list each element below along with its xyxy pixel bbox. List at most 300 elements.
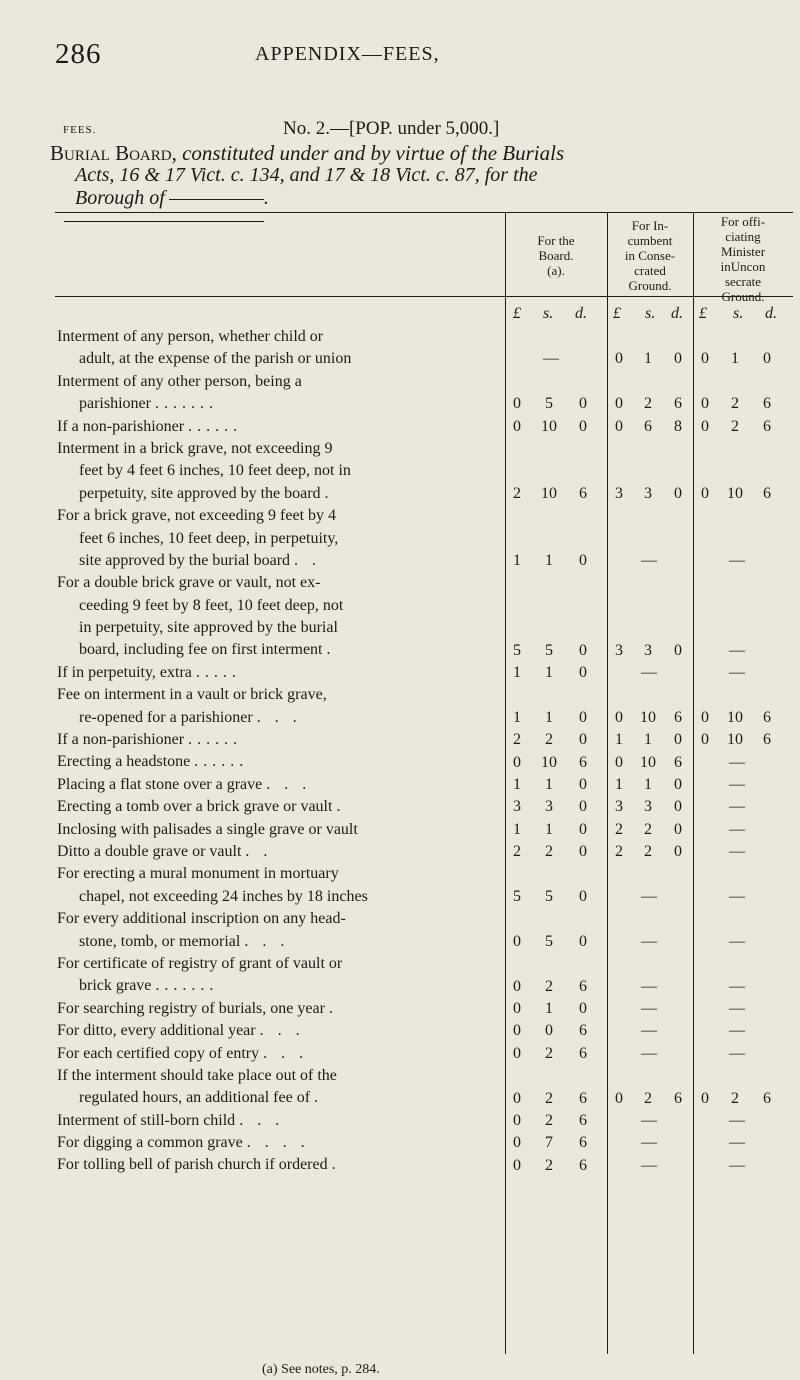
pounds-value: 0 [615, 708, 623, 726]
amount-board [509, 1021, 593, 1041]
amount-board [509, 708, 593, 728]
shillings-value: 2 [545, 843, 553, 861]
fee-row-description [57, 416, 502, 438]
column-header-line: crated [634, 263, 666, 278]
amount-incumbent [611, 641, 687, 661]
shillings-value: 1 [545, 708, 553, 726]
nil-dash: — [641, 552, 657, 569]
description-line: For certificate of registry of grant of vault or [57, 954, 343, 972]
pounds-value: 2 [615, 820, 623, 838]
amount-incumbent [611, 977, 687, 997]
pence-value: 6 [763, 731, 771, 749]
currency-unit-label: d. [575, 305, 587, 322]
burial-board-label: Burial Board, [50, 141, 177, 165]
pounds-value: 0 [615, 753, 623, 771]
amount-minister [697, 1044, 777, 1064]
pounds-value: 0 [513, 1134, 521, 1152]
pence-value: 0 [674, 641, 682, 659]
amount-minister [697, 842, 777, 862]
row-descriptions [57, 326, 502, 1177]
description-line: If a non-parishioner ...... [57, 731, 243, 749]
pounds-value: 3 [513, 798, 521, 816]
nil-dash: — [729, 932, 745, 950]
page-header [55, 38, 755, 78]
pence-value: 0 [579, 776, 587, 793]
pence-value: 6 [674, 395, 682, 413]
nil-dash: — [729, 1134, 745, 1152]
description-line: ceeding 9 feet by 8 feet, 10 feet deep, not [79, 596, 344, 614]
pounds-value: 0 [513, 395, 521, 413]
nil-dash: — [729, 1156, 745, 1174]
shillings-value: 2 [545, 977, 553, 995]
column-header-line: in Conse- [624, 248, 676, 263]
column-header-line: secrate [724, 274, 762, 289]
amount-incumbent [611, 1133, 687, 1153]
heading-line-1 [50, 141, 564, 166]
amount-minister [697, 753, 777, 773]
description-line: For erecting a mural monument in mortuary [57, 865, 339, 883]
amount-incumbent [611, 663, 687, 683]
amount-minister [697, 1133, 777, 1153]
pounds-value: 0 [615, 1089, 623, 1107]
amount-board [509, 887, 593, 907]
shillings-value: 2 [731, 395, 739, 413]
pence-value: 8 [674, 417, 682, 435]
fee-row-description [57, 774, 502, 796]
pence-value: 0 [579, 843, 587, 861]
description-line: Interment in a brick grave, not exceeding 9 [57, 439, 333, 457]
fee-row-description [57, 1043, 502, 1065]
page-number: 286 [55, 38, 102, 70]
pounds-value: 0 [513, 1000, 521, 1017]
pounds-value: 0 [701, 417, 709, 435]
fee-row-description [57, 841, 502, 863]
amount-incumbent [611, 349, 687, 369]
fee-row-description [57, 438, 502, 505]
margin-tag: FEES. [63, 124, 97, 136]
description-line: board, including fee on first interment . [79, 641, 331, 659]
amount-incumbent [611, 1021, 687, 1041]
shillings-value: 3 [644, 798, 652, 816]
amount-incumbent [611, 1089, 687, 1109]
amount-minister [697, 887, 777, 907]
description-line: Placing a flat stone over a grave . . . [57, 775, 312, 793]
shillings-value: 3 [545, 798, 553, 816]
amount-minister [697, 417, 777, 437]
amount-minister [697, 1111, 777, 1131]
shillings-value: 2 [644, 1089, 652, 1107]
pence-value: 6 [579, 484, 587, 502]
description-line: Erecting a headstone ...... [57, 753, 249, 771]
pence-value: 0 [674, 843, 682, 861]
column-header-minister [693, 214, 793, 304]
pounds-value: 0 [615, 350, 623, 368]
shillings-value: 2 [731, 1089, 739, 1107]
pounds-value: 0 [615, 395, 623, 413]
shillings-value: 3 [644, 484, 652, 502]
nil-dash: — [729, 1044, 745, 1062]
fee-row-description [57, 1132, 502, 1154]
nil-dash: — [729, 820, 745, 838]
pounds-value: 0 [701, 1089, 709, 1107]
form-title: No. 2.—[POP. under 5,000.] [283, 118, 500, 139]
nil-dash: — [729, 664, 745, 681]
pounds-value: 0 [513, 1112, 521, 1129]
description-line: site approved by the burial board . . [79, 551, 322, 569]
pence-value: 6 [579, 1156, 587, 1174]
pence-value: 0 [579, 641, 587, 659]
pounds-value: 0 [615, 417, 623, 435]
currency-unit-label: £ [513, 305, 521, 322]
pounds-value: 0 [701, 350, 709, 368]
fee-row-description [57, 998, 502, 1020]
nil-dash: — [641, 1022, 657, 1040]
shillings-value: 10 [727, 708, 743, 726]
pence-value: 0 [579, 552, 587, 569]
description-line: perpetuity, site approved by the board . [79, 484, 329, 502]
description-line: If in perpetuity, extra ..... [57, 663, 241, 681]
borough-label: Borough of [75, 187, 165, 209]
amount-board [509, 842, 593, 862]
shillings-value: 5 [545, 888, 553, 905]
amount-board [509, 641, 593, 661]
column-divider-2 [607, 212, 608, 1354]
nil-dash: — [729, 888, 745, 905]
shillings-value: 10 [541, 417, 557, 435]
pence-value: 6 [763, 395, 771, 413]
description-line: chapel, not exceeding 24 inches by 18 inches [79, 887, 368, 905]
amount-minister [697, 551, 777, 571]
pounds-value: 0 [513, 932, 521, 950]
description-line: For every additional inscription on any head- [57, 910, 346, 928]
shillings-value: 10 [541, 484, 557, 502]
amount-incumbent [611, 999, 687, 1019]
description-line: Interment of any other person, being a [57, 372, 302, 390]
shillings-value: 10 [727, 484, 743, 502]
description-line: regulated hours, an additional fee of . [79, 1089, 319, 1107]
amount-incumbent [611, 842, 687, 862]
description-line: re-opened for a parishioner . . . [79, 708, 302, 726]
nil-dash: — [729, 1112, 745, 1129]
footnote: (a) See notes, p. 284. [262, 1362, 380, 1377]
pence-value: 0 [674, 820, 682, 838]
description-line: brick grave ....... [79, 977, 219, 995]
nil-dash: — [729, 798, 745, 816]
description-line: Interment of any person, whether child or [57, 328, 324, 345]
pounds-value: 0 [701, 708, 709, 726]
pence-value: 0 [579, 798, 587, 816]
nil-dash: — [641, 664, 657, 681]
pence-value: 0 [579, 888, 587, 905]
pence-value: 0 [674, 798, 682, 816]
shillings-value: 3 [644, 641, 652, 659]
header-bottom-rule [55, 296, 793, 297]
amount-board [509, 1111, 593, 1131]
description-line: Erecting a tomb over a brick grave or vault . [57, 798, 341, 816]
pounds-value: 3 [615, 641, 623, 659]
shillings-value: 10 [541, 753, 557, 771]
amount-incumbent [611, 932, 687, 952]
amount-incumbent [611, 797, 687, 817]
description-line: For ditto, every additional year . . . [57, 1022, 305, 1040]
amount-board [509, 1044, 593, 1064]
pence-value: 6 [674, 708, 682, 726]
pence-value: 6 [579, 1089, 587, 1107]
pounds-value: 0 [513, 1022, 521, 1040]
column-header-incumbent [607, 218, 693, 293]
fee-row-description [57, 1065, 502, 1110]
shillings-value: 2 [644, 843, 652, 861]
description-line: in perpetuity, site approved by the burial [79, 619, 338, 637]
amount-incumbent [611, 1044, 687, 1064]
pence-value: 0 [674, 484, 682, 502]
pounds-value: 1 [615, 776, 623, 793]
amount-incumbent [611, 484, 687, 504]
column-header-line: cumbent [627, 233, 673, 248]
amount-minister [697, 820, 777, 840]
column-header-line: For In- [631, 218, 669, 233]
column-header-line: For the [537, 233, 575, 248]
description-line: Interment of still-born child . . . [57, 1111, 285, 1129]
nil-dash: — [729, 753, 745, 771]
pounds-value: 1 [513, 708, 521, 726]
shillings-value: 2 [731, 417, 739, 435]
stub-header-rule [64, 221, 264, 222]
amount-minister [697, 977, 777, 997]
shillings-value: 6 [644, 417, 652, 435]
shillings-value: 1 [545, 552, 553, 569]
description-line: parishioner ....... [79, 395, 218, 413]
amount-minister [697, 797, 777, 817]
running-head: APPENDIX—FEES, [255, 43, 440, 65]
pounds-value: 0 [513, 1156, 521, 1174]
amount-minister [697, 708, 777, 728]
amount-incumbent [611, 708, 687, 728]
fees-table [55, 212, 793, 1354]
shillings-value: 1 [731, 350, 739, 368]
fee-row-description [57, 729, 502, 751]
shillings-value: 2 [545, 1112, 553, 1129]
shillings-value: 1 [644, 776, 652, 793]
pence-value: 0 [579, 820, 587, 838]
pounds-value: 0 [513, 977, 521, 995]
pence-value: 0 [674, 350, 682, 368]
amount-minister [697, 663, 777, 683]
amount-board [509, 1089, 593, 1109]
pounds-value: 3 [615, 484, 623, 502]
amount-incumbent [611, 775, 687, 795]
pence-value: 6 [763, 708, 771, 726]
fee-row-description [57, 751, 502, 773]
nil-dash: — [641, 888, 657, 905]
blank-fill-line [169, 199, 264, 200]
description-line: For each certified copy of entry . . . [57, 1044, 309, 1062]
pounds-value: 0 [701, 484, 709, 502]
amount-board [509, 977, 593, 997]
amount-minister [697, 641, 777, 661]
pence-value: 0 [674, 776, 682, 793]
amount-minister [697, 730, 777, 750]
pounds-value: 1 [513, 820, 521, 838]
heading-line-2: Acts, 16 & 17 Vict. c. 134, and 17 & 18 Vict. c. 87, for the [75, 164, 538, 186]
amount-incumbent [611, 730, 687, 750]
description-line: Ditto a double grave or vault . . [57, 842, 273, 860]
description-line: If a non-parishioner ...... [57, 417, 243, 435]
pence-value: 0 [579, 664, 587, 681]
amount-board [509, 484, 593, 504]
description-line: adult, at the expense of the parish or union [79, 350, 352, 368]
amount-board [509, 775, 593, 795]
nil-dash: — [641, 932, 657, 950]
pounds-value: 2 [513, 484, 521, 502]
pence-value: 6 [579, 1022, 587, 1040]
fee-row-description [57, 505, 502, 572]
currency-unit-label: d. [671, 305, 683, 322]
pounds-value: 2 [513, 731, 521, 749]
amount-board [509, 820, 593, 840]
pence-value: 0 [579, 417, 587, 435]
description-line: For a double brick grave or vault, not ex- [57, 574, 321, 592]
shillings-value: 5 [545, 395, 553, 413]
currency-unit-label: s. [543, 305, 554, 322]
amount-minister [697, 484, 777, 504]
pence-value: 6 [763, 1089, 771, 1107]
description-line: For a brick grave, not exceeding 9 feet by 4 [57, 507, 337, 525]
pence-value: 6 [763, 484, 771, 502]
fee-row-description [57, 1110, 502, 1132]
description-line: Fee on interment in a vault or brick grave, [57, 686, 327, 704]
nil-dash: — [641, 1112, 657, 1129]
amount-board [509, 1156, 593, 1176]
pounds-value: 0 [701, 731, 709, 749]
amount-incumbent [611, 394, 687, 414]
shillings-value: 1 [545, 776, 553, 793]
amount-minister [697, 394, 777, 414]
currency-unit-label: s. [733, 305, 744, 322]
shillings-value: 2 [545, 1089, 553, 1107]
amount-minister [697, 1156, 777, 1176]
pence-value: 6 [674, 1089, 682, 1107]
nil-dash: — [543, 350, 559, 368]
pence-value: 6 [579, 1112, 587, 1129]
amount-incumbent [611, 753, 687, 773]
fee-row-description [57, 326, 502, 371]
pounds-value: 5 [513, 888, 521, 905]
fee-row-description [57, 684, 502, 729]
amount-board [509, 730, 593, 750]
column-header-line: Minister [720, 244, 766, 259]
pence-value: 0 [579, 708, 587, 726]
nil-dash: — [729, 977, 745, 995]
nil-dash: — [729, 552, 745, 569]
column-header-line: Ground. [721, 289, 765, 304]
pounds-value: 5 [513, 641, 521, 659]
pence-value: 0 [674, 731, 682, 749]
pence-value: 0 [579, 395, 587, 413]
fee-row-description [57, 1154, 502, 1176]
pounds-value: 1 [513, 664, 521, 681]
description-line: If the interment should take place out of the [57, 1066, 337, 1084]
nil-dash: — [641, 1156, 657, 1174]
pence-value: 6 [579, 1134, 587, 1152]
amount-incumbent [611, 1156, 687, 1176]
description-line: feet by 4 feet 6 inches, 10 feet deep, not in [79, 462, 351, 480]
pence-value: 6 [674, 753, 682, 771]
amount-minister [697, 349, 777, 369]
nil-dash: — [641, 1134, 657, 1152]
shillings-value: 10 [640, 708, 656, 726]
column-divider-3 [693, 212, 694, 1354]
nil-dash: — [729, 1000, 745, 1017]
shillings-value: 1 [644, 731, 652, 749]
shillings-value: 1 [545, 1000, 553, 1017]
fee-row-description [57, 908, 502, 953]
nil-dash: — [641, 977, 657, 995]
currency-unit-label: £ [699, 305, 707, 322]
amount-minister [697, 999, 777, 1019]
nil-dash: — [729, 641, 745, 659]
shillings-value: 1 [545, 664, 553, 681]
pence-value: 0 [579, 1000, 587, 1017]
fee-row-description [57, 572, 502, 662]
table-top-rule [55, 212, 793, 213]
pounds-value: 0 [701, 395, 709, 413]
nil-dash: — [729, 776, 745, 793]
description-line: feet 6 inches, 10 feet deep, in perpetuity, [79, 529, 339, 547]
heading-line-1-text: constituted under and by virtue of the Burials [182, 141, 565, 165]
shillings-value: 2 [644, 395, 652, 413]
shillings-value: 2 [545, 1156, 553, 1174]
pounds-value: 2 [513, 843, 521, 861]
pounds-value: 0 [513, 753, 521, 771]
amount-incumbent [611, 1111, 687, 1131]
shillings-value: 2 [545, 1044, 553, 1062]
nil-dash: — [729, 1022, 745, 1040]
fee-row-description [57, 371, 502, 416]
amount-board [509, 417, 593, 437]
pounds-value: 1 [513, 552, 521, 569]
pounds-value: 2 [615, 843, 623, 861]
fee-row-description [57, 819, 502, 841]
shillings-value: 5 [545, 932, 553, 950]
column-header-line: ciating [725, 229, 761, 244]
heading-line-3: Borough of . [75, 187, 269, 209]
shillings-value: 7 [545, 1134, 553, 1152]
pounds-value: 1 [513, 776, 521, 793]
column-header-line: Board. [538, 248, 574, 263]
pence-value: 6 [579, 977, 587, 995]
amount-board [509, 932, 593, 952]
amount-minister [697, 1089, 777, 1109]
pounds-value: 0 [513, 1089, 521, 1107]
column-header-line: Ground. [628, 278, 672, 293]
amount-board [509, 797, 593, 817]
amount-board [509, 349, 593, 369]
description-line: stone, tomb, or memorial . . . [79, 932, 290, 950]
pence-value: 6 [579, 1044, 587, 1062]
shillings-value: 0 [545, 1022, 553, 1040]
pounds-value: 0 [513, 1044, 521, 1062]
amount-board [509, 753, 593, 773]
currency-unit-label: d. [765, 305, 777, 322]
description-line: For searching registry of burials, one year . [57, 999, 333, 1017]
amount-board [509, 663, 593, 683]
amount-incumbent [611, 887, 687, 907]
amount-board [509, 551, 593, 571]
column-divider-1 [505, 212, 506, 1354]
fee-row-description [57, 953, 502, 998]
pence-value: 6 [579, 753, 587, 771]
